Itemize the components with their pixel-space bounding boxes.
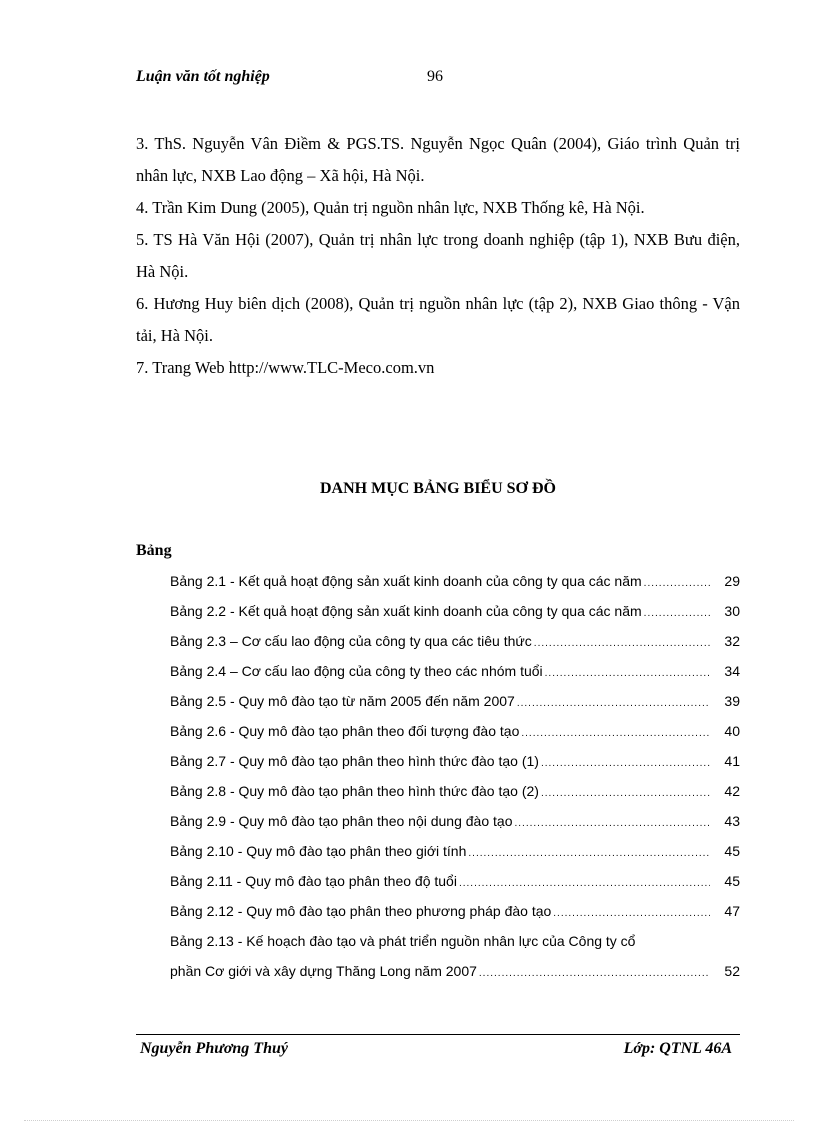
toc-entry-text: Bảng 2.9 - Quy mô đào tạo phân theo nội dung đào tạo [170,813,513,829]
toc-entry-text: Bảng 2.7 - Quy mô đào tạo phân theo hình thức đào tạo (1) [170,753,539,769]
toc-leader-dots [534,629,710,659]
toc-entry-page: 29 [724,573,740,589]
toc-entry-text: Bảng 2.8 - Quy mô đào tạo phân theo hình thức đào tạo (2) [170,783,539,799]
toc-entry[interactable] [170,596,740,626]
toc-entry-page: 32 [724,633,740,649]
toc-leader-dots [468,839,710,869]
toc-leader-dots [553,899,710,929]
page-header [136,68,740,92]
toc-entry[interactable] [170,866,740,896]
toc-entry-page: 40 [724,723,740,739]
footer-rule [136,1034,740,1035]
table-of-contents [170,566,740,986]
toc-leader-dots [517,689,710,719]
header-title: Luận văn tốt nghiệp [136,68,270,85]
toc-leader-dots [459,869,710,899]
page-bottom-border [24,1120,794,1121]
reference-item: 6. Hương Huy biên dịch (2008), Quản trị nguồn nhân lực (tập 2), NXB Giao thông - Vận tải, Hà Nội. [136,294,740,345]
toc-entry-page: 42 [724,783,740,799]
toc-entry[interactable] [170,806,740,836]
reference-item: 4. Trần Kim Dung (2005), Quản trị nguồn nhân lực, NXB Thống kê, Hà Nội. [136,198,645,217]
toc-entry-page: 45 [724,873,740,889]
toc-leader-dots [545,659,710,689]
toc-leader-dots [644,569,710,599]
toc-entry-text: Bảng 2.1 - Kết quả hoạt động sản xuất kinh doanh của công ty qua các năm [170,573,642,589]
toc-entry-text: Bảng 2.2 - Kết quả hoạt động sản xuất kinh doanh của công ty qua các năm [170,603,642,619]
toc-leader-dots [644,599,710,629]
toc-leader-dots [541,779,710,809]
toc-entry-page: 52 [724,963,740,979]
footer-author: Nguyễn Phương Thuý [140,1040,288,1057]
toc-leader-dots [521,719,710,749]
toc-entry-page: 47 [724,903,740,919]
toc-entry-multiline[interactable] [170,926,740,986]
reference-item: 3. ThS. Nguyễn Vân Điềm & PGS.TS. Nguyễn Ngọc Quân (2004), Giáo trình Quản trị nhân lực, NXB Lao động – Xã hội, Hà Nội. [136,134,740,185]
toc-entry-page: 30 [724,603,740,619]
toc-entry-text: Bảng 2.5 - Quy mô đào tạo từ năm 2005 đến năm 2007 [170,693,515,709]
toc-entry[interactable] [170,656,740,686]
toc-entry[interactable] [170,716,740,746]
toc-entry-page: 39 [724,693,740,709]
toc-leader-dots [541,749,710,779]
toc-entry[interactable] [170,836,740,866]
toc-entry-text: Bảng 2.3 – Cơ cấu lao động của công ty qua các tiêu thức [170,633,532,649]
toc-section-label: Bảng [136,542,172,559]
toc-entry[interactable] [170,776,740,806]
reference-item: 7. Trang Web http://www.TLC-Meco.com.vn [136,358,435,377]
toc-title: DANH MỤC BẢNG BIỂU SƠ ĐỒ [319,480,556,497]
toc-leader-dots [479,959,710,989]
toc-entry-text: Bảng 2.4 – Cơ cấu lao động của công ty theo các nhóm tuổi [170,663,543,679]
page-number: 96 [427,68,443,85]
toc-entry[interactable] [170,686,740,716]
toc-leader-dots [514,809,710,839]
toc-entry-text: Bảng 2.12 - Quy mô đào tạo phân theo phương pháp đào tạo [170,903,552,919]
toc-entry[interactable] [170,746,740,776]
toc-entry-text-line2: phần Cơ giới và xây dựng Thăng Long năm 2007 [170,963,477,979]
toc-entry[interactable] [170,566,740,596]
toc-entry-text: Bảng 2.10 - Quy mô đào tạo phân theo giới tính [170,843,467,859]
toc-entry-text: Bảng 2.6 - Quy mô đào tạo phân theo đối tượng đào tạo [170,723,520,739]
reference-item: 5. TS Hà Văn Hội (2007), Quản trị nhân lực trong doanh nghiệp (tập 1), NXB Bưu điện, Hà Nội. [136,230,740,281]
toc-entry[interactable] [170,626,740,656]
toc-entry-page: 34 [724,663,740,679]
toc-entry-text-line1: Bảng 2.13 - Kế hoạch đào tạo và phát triển nguồn nhân lực của Công ty cổ [170,933,636,949]
toc-entry[interactable] [170,896,740,926]
toc-entry-text: Bảng 2.11 - Quy mô đào tạo phân theo độ tuổi [170,873,457,889]
toc-entry-page: 43 [724,813,740,829]
toc-entry-page: 45 [724,843,740,859]
reference-list [136,128,740,384]
toc-entry-page: 41 [724,753,740,769]
footer-class: Lớp: QTNL 46A [623,1040,732,1057]
